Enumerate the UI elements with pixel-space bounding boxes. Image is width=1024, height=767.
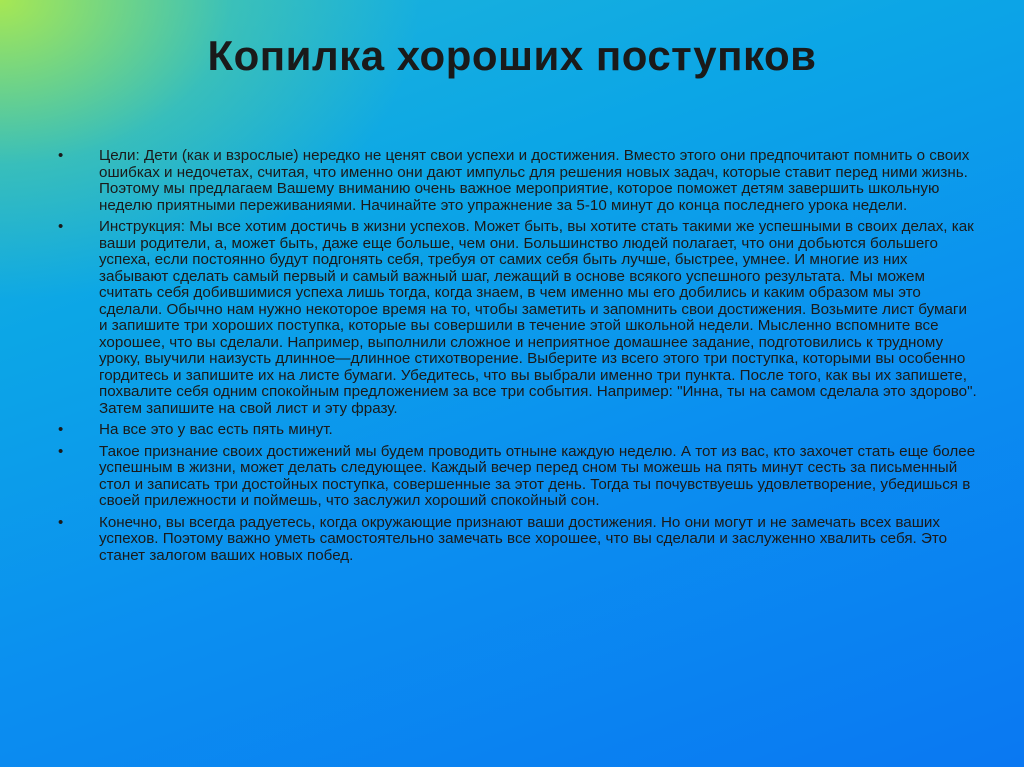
bullet-icon: • [58,421,64,438]
bullet-icon: • [58,147,64,164]
list-item [58,444,978,510]
slide-title: Копилка хороших поступков [207,32,817,79]
bullet-icon: • [58,513,64,531]
list-item [58,422,978,439]
paragraph-goals: Цели: Дети (как и взрослые) нередко не ценят свои успехи и достижения. Вместо этого они предпочитают помнить о своих ошибках и недочетах, считая, что именно они дают импульс для решения новых задач, которые ставит перед ними жизнь. Поэтому мы предлагаем Вашему вниманию очень важное мероприятие, которое поможет детям завершить школьную неделю приятными переживаниями. Начинайте это упражнение за 5-10 минут до конца последнего урока недели. [99,147,970,214]
list-item [58,148,978,214]
bullet-icon: • [58,218,64,235]
paragraph-time: На все это у вас есть пять минут. [99,421,333,438]
paragraph-instruction: Инструкция: Мы все хотим достичь в жизни успехов. Может быть, вы хотите стать такими же успешными в своих делах, как ваши родители, а, может быть, даже еще больше, чем они. Большинство людей полагает, что они добьются большего успеха, если постоянно будут подгонять себя, требуя от самих себя быть лучше, быстрее, умнее. И многие из них забывают сделать самый первый и самый важный шаг, лежащий в основе всякого успешного результата. Мы можем считать себя добившимися успеха лишь тогда, когда знаем, в чем именно мы его добились и каким образом мы это сделали. Обычно нам нужно некоторое время на то, чтобы заметить и запомнить свои достижения. Возьмите лист бумаги и запишите три хороших поступка, которые вы совершили в течение этой школьной недели. Мысленно вспомните все хорошее, что вы сделали. Например, выполнили сложное и неприятное домашнее задание, подготовились к трудному уроку, выучили наизусть длинное—длинное стихотворение. Выберите из всего этого три поступка, которыми вы особенно гордитесь и запишите их на листе бумаги. Убедитесь, что вы выбрали именно три пункта. После того, как вы их запишете, похвалите себя одним спокойным предложением за все три события. Например: "Инна, ты на самом сделала это здорово". Затем запишите на свой лист и эту фразу. [99,218,977,417]
list-item [58,515,978,565]
bullet-icon: • [58,442,64,460]
paragraph-weekly: Такое признание своих достижений мы будем проводить отныне каждую неделю. А тот из вас, кто захочет стать еще более успешным в жизни, может делать следующее. Каждый вечер перед сном ты можешь на пять минут сесть за письменный стол и записать три достойных поступка, совершенные за этот день. Тогда ты почувствуешь удовлетворение, убедишься в своей прилежности и поймешь, что заслужил хороший спокойный сон. [99,442,976,509]
bullet-list [58,148,978,569]
list-item [58,219,978,417]
paragraph-conclusion: Конечно, вы всегда радуетесь, когда окружающие признают ваши достижения. Но они могут и не замечать всех ваших успехов. Поэтому важно уметь самостоятельно замечать все хорошее, что вы сделали и заслуженно хвалить себя. Это станет залогом ваших новых побед. [99,513,948,564]
